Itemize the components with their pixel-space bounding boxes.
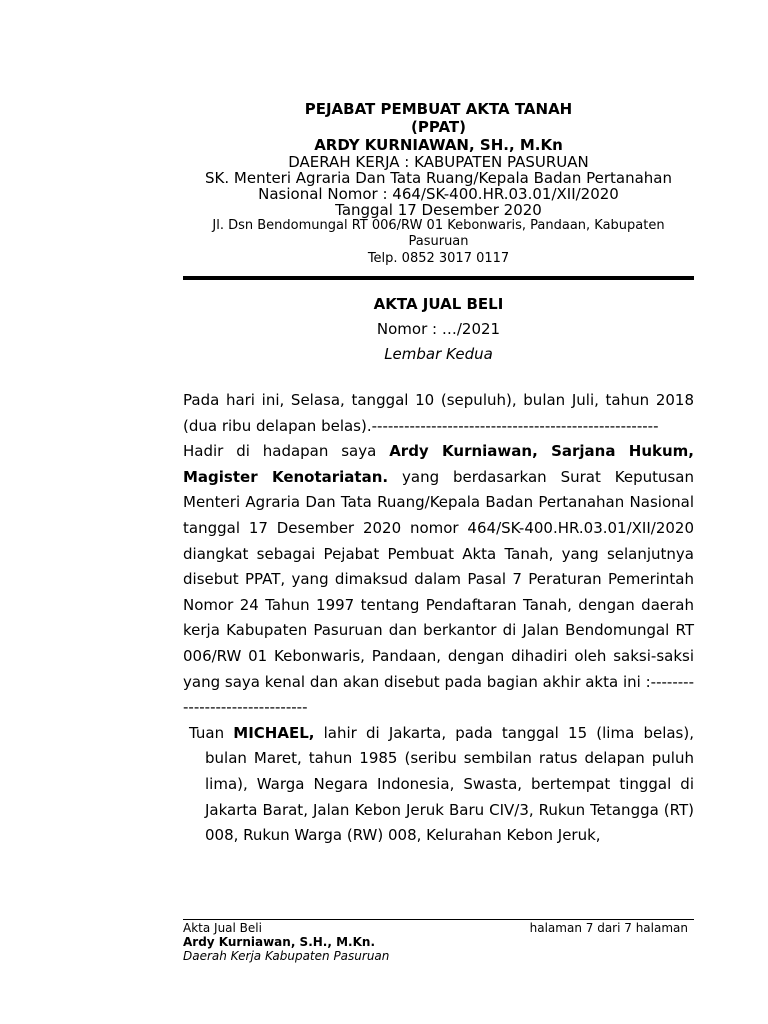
official-full-title: Ardy Kurniawan, Sarjana Hukum, Magister Kenotariatan.	[183, 442, 695, 486]
footer-divider	[183, 919, 694, 920]
deed-copy-label: Lembar Kedua	[384, 345, 493, 363]
page-footer	[183, 921, 694, 963]
office-phone: Telp. 0852 3017 0117	[367, 251, 510, 266]
deed-number: Nomor : …/2021	[376, 320, 501, 338]
deed-heading	[183, 292, 694, 366]
deed-title: AKTA JUAL BELI	[373, 295, 504, 313]
party-name: MICHAEL,	[233, 723, 315, 742]
letterhead	[183, 100, 694, 267]
work-area: DAERAH KERJA : KABUPATEN PASURUAN	[288, 153, 589, 171]
decree-line-2: Nasional Nomor : 464/SK-400.HR.03.01/XII/2020	[258, 185, 619, 203]
decree-date: Tanggal 17 Desember 2020	[335, 201, 542, 219]
letterhead-title: PEJABAT PEMBUAT AKTA TANAH	[304, 100, 573, 118]
footer-page-info: halaman 7 dari 7 halaman	[529, 921, 688, 935]
party-paragraph	[189, 721, 694, 849]
office-address: Jl. Dsn Bendomungal RT 006/RW 01 Kebonwaris, Pandaan, Kabupaten Pasuruan	[212, 218, 665, 249]
footer-top-row	[183, 921, 694, 935]
footer-official-name: Ardy Kurniawan, S.H., M.Kn.	[183, 935, 375, 949]
party-salutation: Tuan	[189, 723, 234, 742]
letterhead-abbreviation: (PPAT)	[411, 118, 466, 136]
appearance-paragraph	[183, 439, 694, 721]
official-name: ARDY KURNIAWAN, SH., M.Kn	[314, 136, 563, 154]
opening-paragraph: Pada hari ini, Selasa, tanggal 10 (sepuluh), bulan Juli, tahun 2018 (dua ribu delapan belas).-----------------------------------------------------	[183, 391, 694, 435]
appearance-lead: Hadir di hadapan saya	[183, 442, 390, 461]
party-details: lahir di Jakarta, pada tanggal 15 (lima belas), bulan Maret, tahun 1985 (seribu sembilan ratus delapan puluh lima), Warga Negara Indonesia, Swasta, bertempat tinggal di Jakarta Barat, Jalan Kebon Jeruk Baru CIV/3, Rukun Tetangga (RT) 008, Rukun Warga (RW) 008, Kelurahan Kebon Jeruk,	[205, 723, 694, 845]
appearance-text: yang berdasarkan Surat Keputusan Menteri Agraria Dan Tata Ruang/Kepala Badan Pertanahan Nasional tanggal 17 Desember 2020 nomor 464/SK-400.HR.03.01/XII/2020 diangkat sebagai Pejabat Pembuat Akta Tanah, yang selanjutnya disebut PPAT, yang dimaksud dalam Pasal 7 Peraturan Pemerintah Nomor 24 Tahun 1997 tentang Pendaftaran Tanah, dengan daerah kerja Kabupaten Pasuruan dan berkantor di Jalan Bendomungal RT 006/RW 01 Kebonwaris, Pandaan, dengan dihadiri oleh saksi-saksi yang saya kenal dan akan disebut pada bagian akhir akta ini :-------------------------------	[183, 467, 694, 717]
footer-document-name: Akta Jual Beli	[183, 921, 262, 935]
footer-work-area: Daerah Kerja Kabupaten Pasuruan	[183, 949, 390, 963]
decree-line-1: SK. Menteri Agraria Dan Tata Ruang/Kepala Badan Pertanahan	[205, 169, 672, 187]
deed-body	[183, 388, 694, 849]
letterhead-divider	[183, 276, 694, 280]
